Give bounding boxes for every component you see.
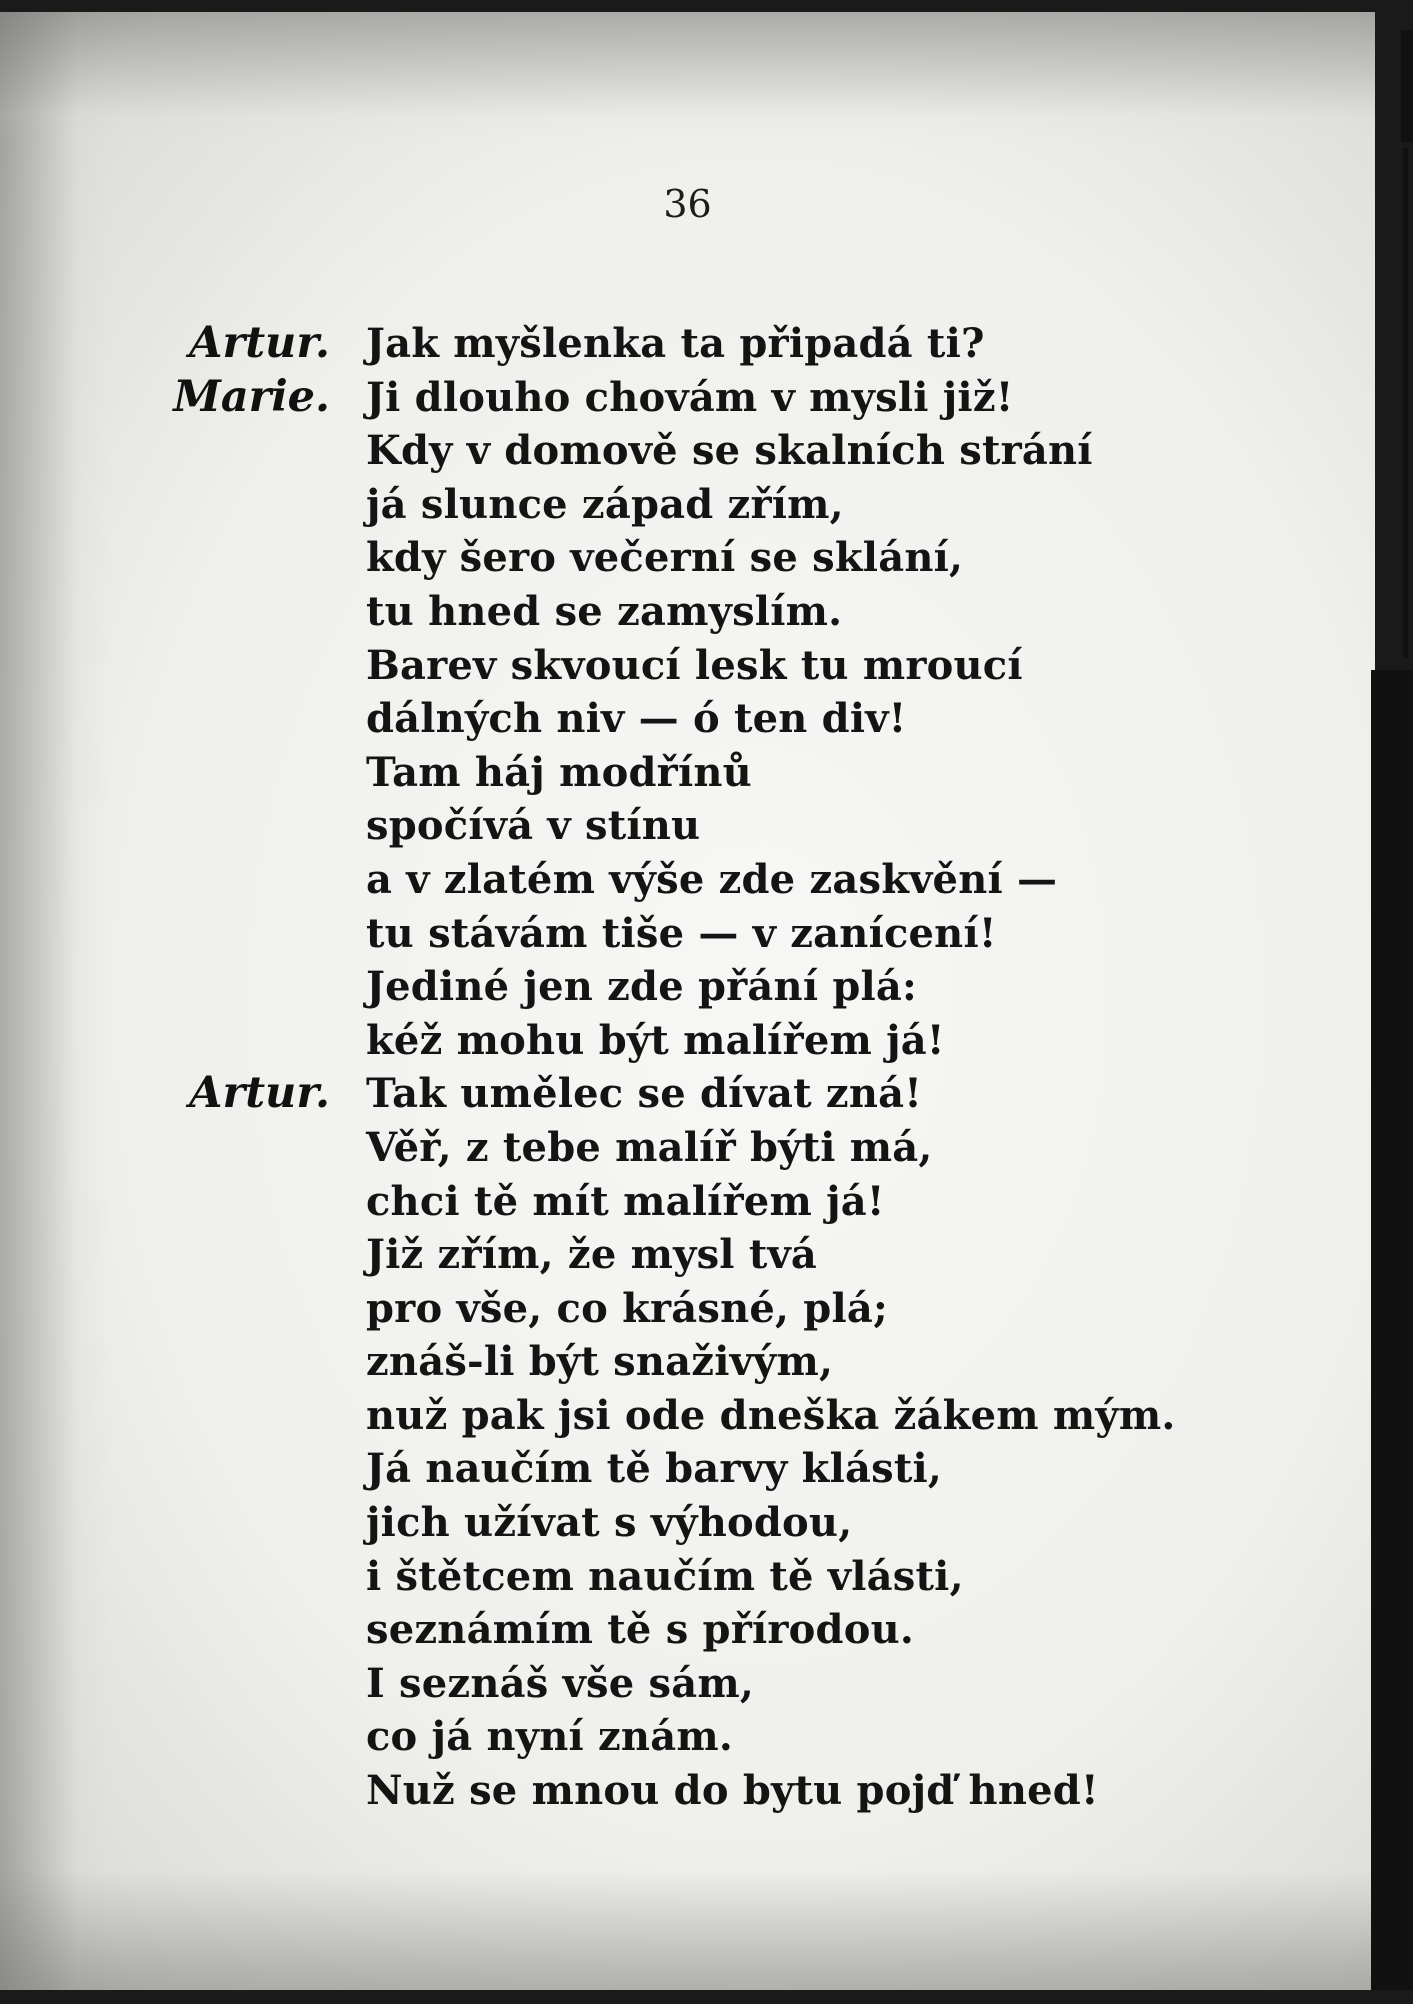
page-number: 36 (663, 182, 712, 226)
verse-line (0, 1335, 1340, 1389)
verse-text: Věř, z tebe malíř býti má, (366, 1123, 933, 1171)
verse-text: Nuž se mnou do bytu pojď hned! (366, 1767, 1099, 1815)
page-shadow-top (0, 12, 1375, 142)
verse-text: co já nyní znám. (366, 1713, 733, 1761)
verse-text: dálných niv — ó ten div! (366, 695, 907, 743)
verse-text: kéž mohu být malířem já! (366, 1016, 945, 1064)
verse-line (0, 1657, 1340, 1711)
verse-text: já slunce západ zřím, (366, 480, 844, 528)
verse-line (0, 1496, 1340, 1550)
verse-text: spočívá v stínu (366, 802, 701, 850)
verse-line (0, 1603, 1340, 1657)
verse-text: seznámím tě s přírodou. (366, 1606, 914, 1654)
verse-text: pro vše, co krásné, plá; (366, 1284, 888, 1332)
page-shadow-bottom (0, 1870, 1375, 1990)
verse-line (0, 531, 1340, 585)
verse-line (0, 424, 1340, 478)
verse-text: a v zlatém výše zde zaskvění — (366, 855, 1058, 903)
speaker-name: Marie. (173, 371, 330, 422)
verse-text: Jak myšlenka ta připadá ti? (366, 320, 985, 367)
verse-text: tu stávám tiše — v zanícení! (366, 909, 997, 957)
margin-rule-middle (1403, 148, 1408, 658)
verse-line (0, 1014, 1340, 1068)
verse-text: Jediné jen zde přání plá: (366, 963, 917, 1011)
book-page (0, 12, 1375, 1990)
verse-text: Já naučím tě barvy klásti, (366, 1445, 943, 1493)
verse-line (0, 960, 1340, 1014)
verse-text: I seznáš vše sám, (366, 1659, 754, 1707)
verse-text: tu hned se zamyslím. (366, 587, 843, 635)
verse-line (0, 371, 1340, 425)
verse-text: Kdy v domově se skalních strání (366, 427, 1093, 475)
verse-line (0, 1764, 1340, 1818)
margin-rule-bottom (1371, 670, 1413, 1990)
verse-line (0, 1228, 1340, 1282)
verse-line (0, 907, 1340, 961)
verse-line (0, 585, 1340, 639)
verse-line (0, 692, 1340, 746)
margin-rule-top (1401, 30, 1413, 142)
verse-text: Barev skvoucí lesk tu mroucí (366, 641, 1023, 689)
verse-text: Tam háj modřínů (366, 748, 752, 796)
verse-line (0, 1442, 1340, 1496)
verse-text: i štětcem naučím tě vlásti, (366, 1552, 964, 1600)
speaker-name: Artur. (189, 318, 330, 368)
verse-text: Tak umělec se dívat zná! (366, 1070, 922, 1118)
verse-text: Ji dlouho chovám v mysli již! (366, 373, 1014, 421)
verse-text: jich užívat s výhodou, (366, 1499, 853, 1547)
verse-line (0, 317, 1340, 371)
verse-line (0, 1121, 1340, 1175)
verse-line (0, 853, 1340, 907)
verse-block (0, 317, 1340, 1818)
verse-text: chci tě mít malířem já! (366, 1177, 885, 1225)
verse-line (0, 1550, 1340, 1604)
verse-line (0, 746, 1340, 800)
verse-text: kdy šero večerní se sklání, (366, 534, 964, 582)
verse-line (0, 1067, 1340, 1121)
verse-line (0, 639, 1340, 693)
verse-line (0, 1710, 1340, 1764)
verse-line (0, 1282, 1340, 1336)
verse-text: Již zřím, že mysl tvá (366, 1231, 818, 1279)
verse-line (0, 1175, 1340, 1229)
verse-line (0, 1389, 1340, 1443)
verse-line (0, 478, 1340, 532)
verse-text: znáš-li být snaživým, (366, 1338, 834, 1386)
verse-text: nuž pak jsi ode dneška žákem mým. (366, 1391, 1176, 1439)
verse-line (0, 799, 1340, 853)
speaker-name: Artur. (189, 1068, 330, 1119)
